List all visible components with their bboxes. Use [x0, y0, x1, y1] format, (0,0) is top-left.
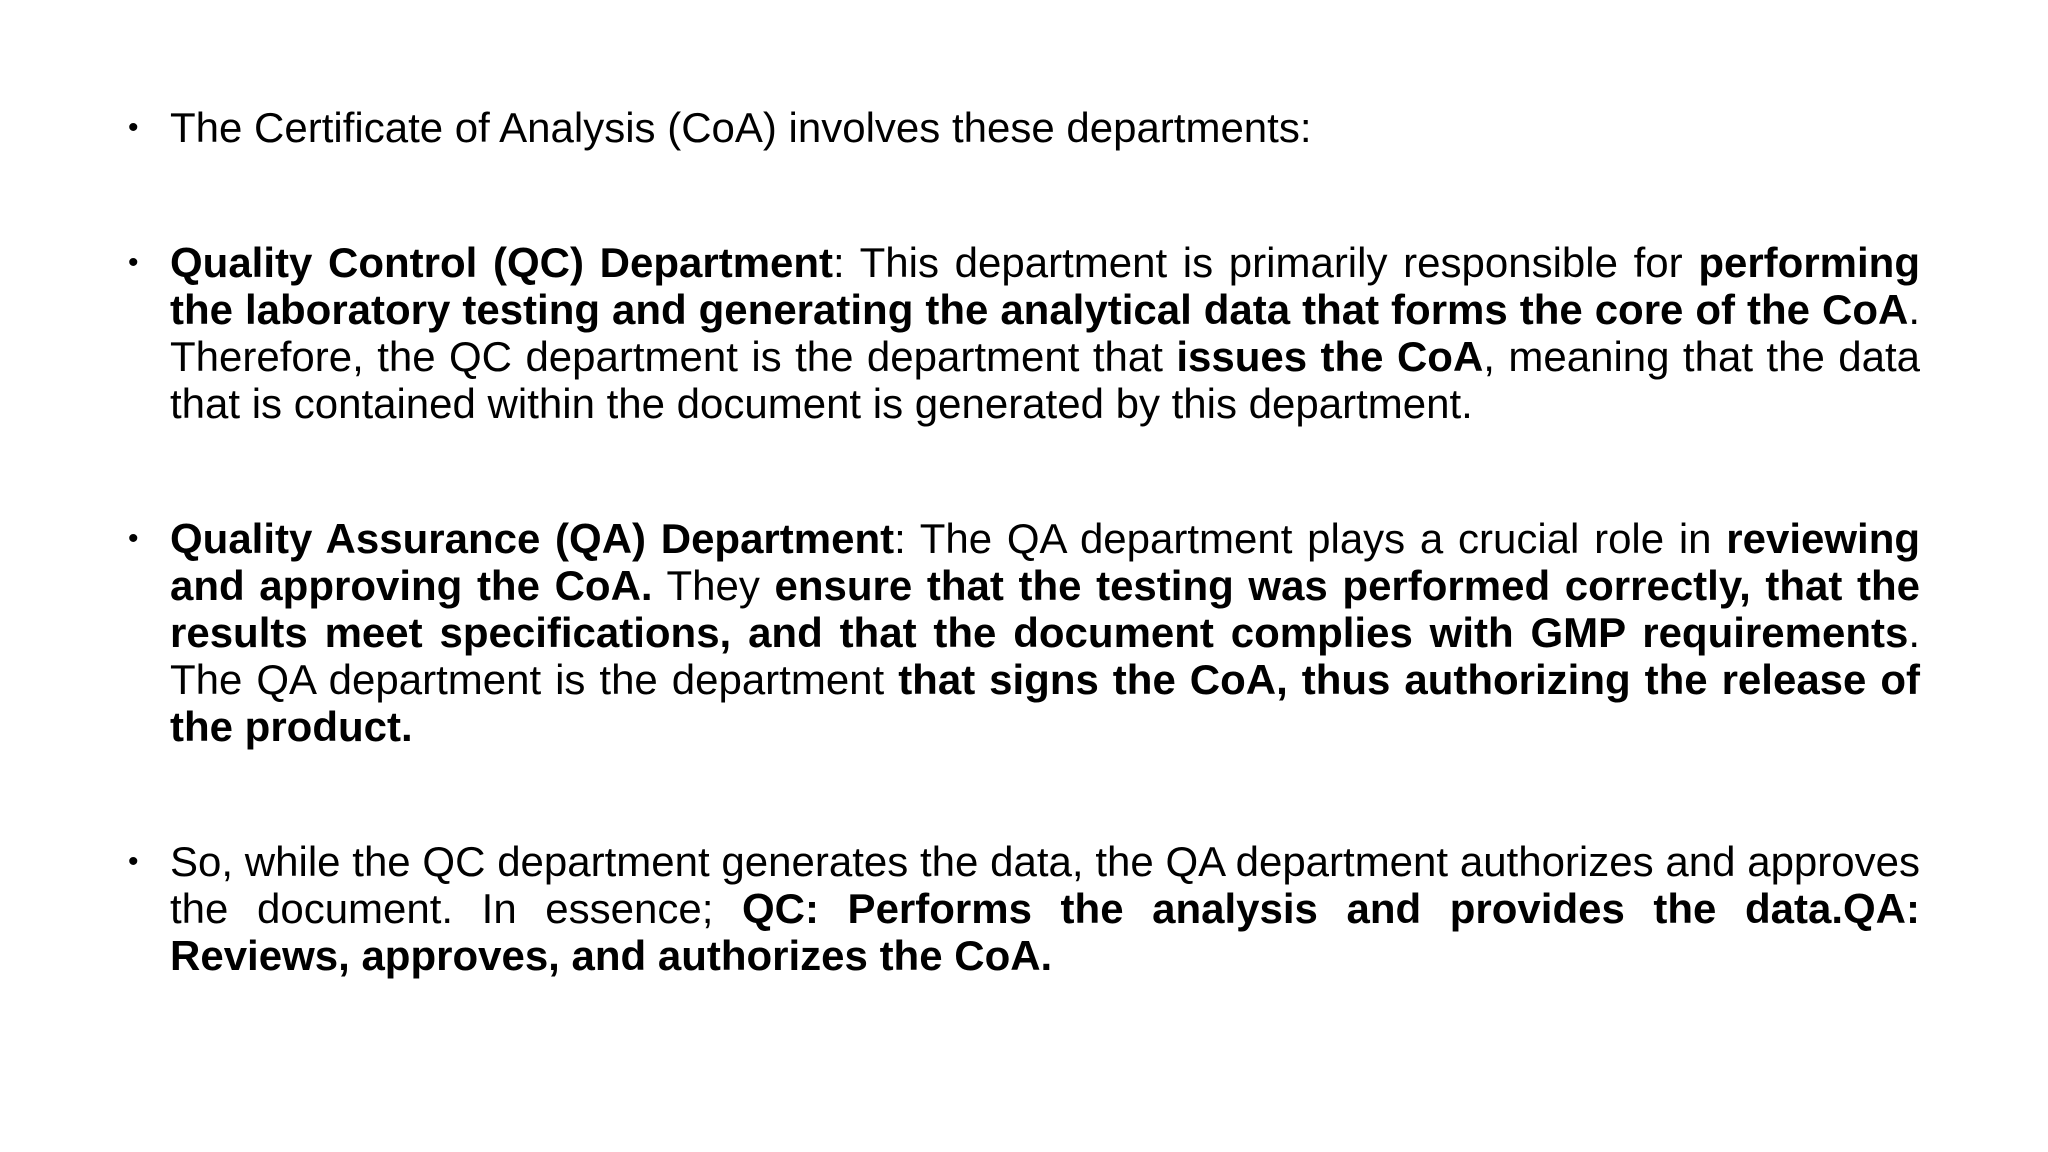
bullet-item-intro	[128, 104, 1920, 151]
text-segment: . The QA department is the department	[170, 609, 1920, 703]
bold-segment: Quality Control (QC) Department	[170, 239, 834, 286]
bold-segment: reviewing and approving the CoA.	[170, 515, 1921, 609]
text-segment: . Therefore, the QC department is the department that	[170, 286, 1920, 380]
bullet-list	[128, 104, 1920, 979]
bullet-dot-icon: •	[128, 845, 139, 878]
bullet-dot-icon: •	[128, 246, 139, 279]
bold-segment: Quality Assurance (QA) Department	[170, 515, 895, 562]
bullet-dot-icon: •	[128, 111, 139, 144]
text-segment: So, while the QC department generates the data, the QA department authorizes and approves the document. In essence;	[170, 838, 1920, 932]
text-segment: The Certificate of Analysis (CoA) involves these departments:	[170, 104, 1312, 151]
bold-segment: performing the laboratory testing and generating the analytical data that forms the core of the CoA	[170, 239, 1920, 333]
bullet-text	[170, 239, 1920, 427]
bullet-item-qa	[128, 515, 1920, 750]
bold-segment: ensure that the testing was performed correctly, that the results meet specifications, and that the document complies with GMP requirements	[170, 562, 1920, 656]
text-segment: They	[652, 562, 775, 609]
bullet-item-summary	[128, 838, 1920, 979]
bold-segment: issues the CoA	[1176, 333, 1484, 380]
text-segment: : This department is primarily responsible for	[833, 239, 1699, 286]
bullet-text	[170, 838, 1920, 979]
bullet-text	[170, 515, 1920, 750]
bullet-text	[170, 104, 1312, 151]
text-segment: , meaning that the data that is contained within the document is generated by this department.	[170, 333, 1920, 427]
text-segment: : The QA department plays a crucial role in	[894, 515, 1727, 562]
bullet-dot-icon: •	[128, 522, 139, 555]
bold-segment: QC: Performs the analysis and provides the data.QA: Reviews, approves, and authorizes the CoA.	[170, 885, 1920, 979]
bullet-item-qc	[128, 239, 1920, 427]
bold-segment: that signs the CoA, thus authorizing the release of the product.	[170, 656, 1920, 750]
